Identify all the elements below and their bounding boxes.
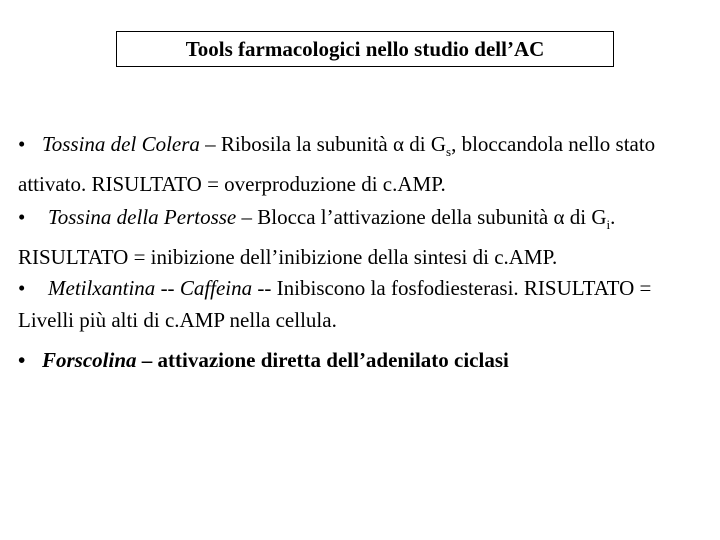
slide-title [116,31,614,67]
term-cholera-toxin: Tossina del Colera [42,132,200,156]
item-text: di G [564,205,607,229]
separator: -- [155,276,180,300]
list-item-cholera-toxin [18,128,712,200]
slide-title-text: Tools farmacologici nello studio dell’AC [185,36,545,61]
item-text: attivazione diretta dell’adenilato ciclasi [157,348,509,372]
item-text: Inibiscono la fosfodiesterasi. RISULTATO = Livelli più alti di c.AMP nella cellula. [18,276,652,332]
subscript: s [446,144,452,159]
bullet-icon: • [18,205,26,229]
subscript: i [606,217,611,232]
term-methylxanthine: Metilxantina [48,276,156,300]
separator: – [199,132,221,156]
separator: -- [252,276,277,300]
item-text: , bloccandola nello stato attivato. RISULTATO = overproduzione di c.AMP. [18,132,656,196]
item-text: Blocca l’attivazione della subunità [257,205,554,229]
term-pertussis-toxin: Tossina della Pertosse [48,205,237,229]
list-item-methylxanthine [18,272,712,336]
alpha-symbol: α [553,205,565,229]
term-forskolin: Forscolina [42,348,137,372]
separator: – [136,348,158,372]
alpha-symbol: α [393,132,405,156]
item-text: . RISULTATO = inibizione dell’inibizione della sintesi di c.AMP. [18,205,616,269]
item-text: Ribosila la subunità [220,132,393,156]
term-caffeine: Caffeina [179,276,253,300]
separator: – [236,205,258,229]
list-item-pertussis-toxin [18,201,712,273]
item-text: di G [404,132,447,156]
bullet-icon: • [18,132,26,156]
bullet-icon: • [18,348,26,372]
list-item-forskolin [18,344,712,376]
bullet-icon: • [18,276,26,300]
